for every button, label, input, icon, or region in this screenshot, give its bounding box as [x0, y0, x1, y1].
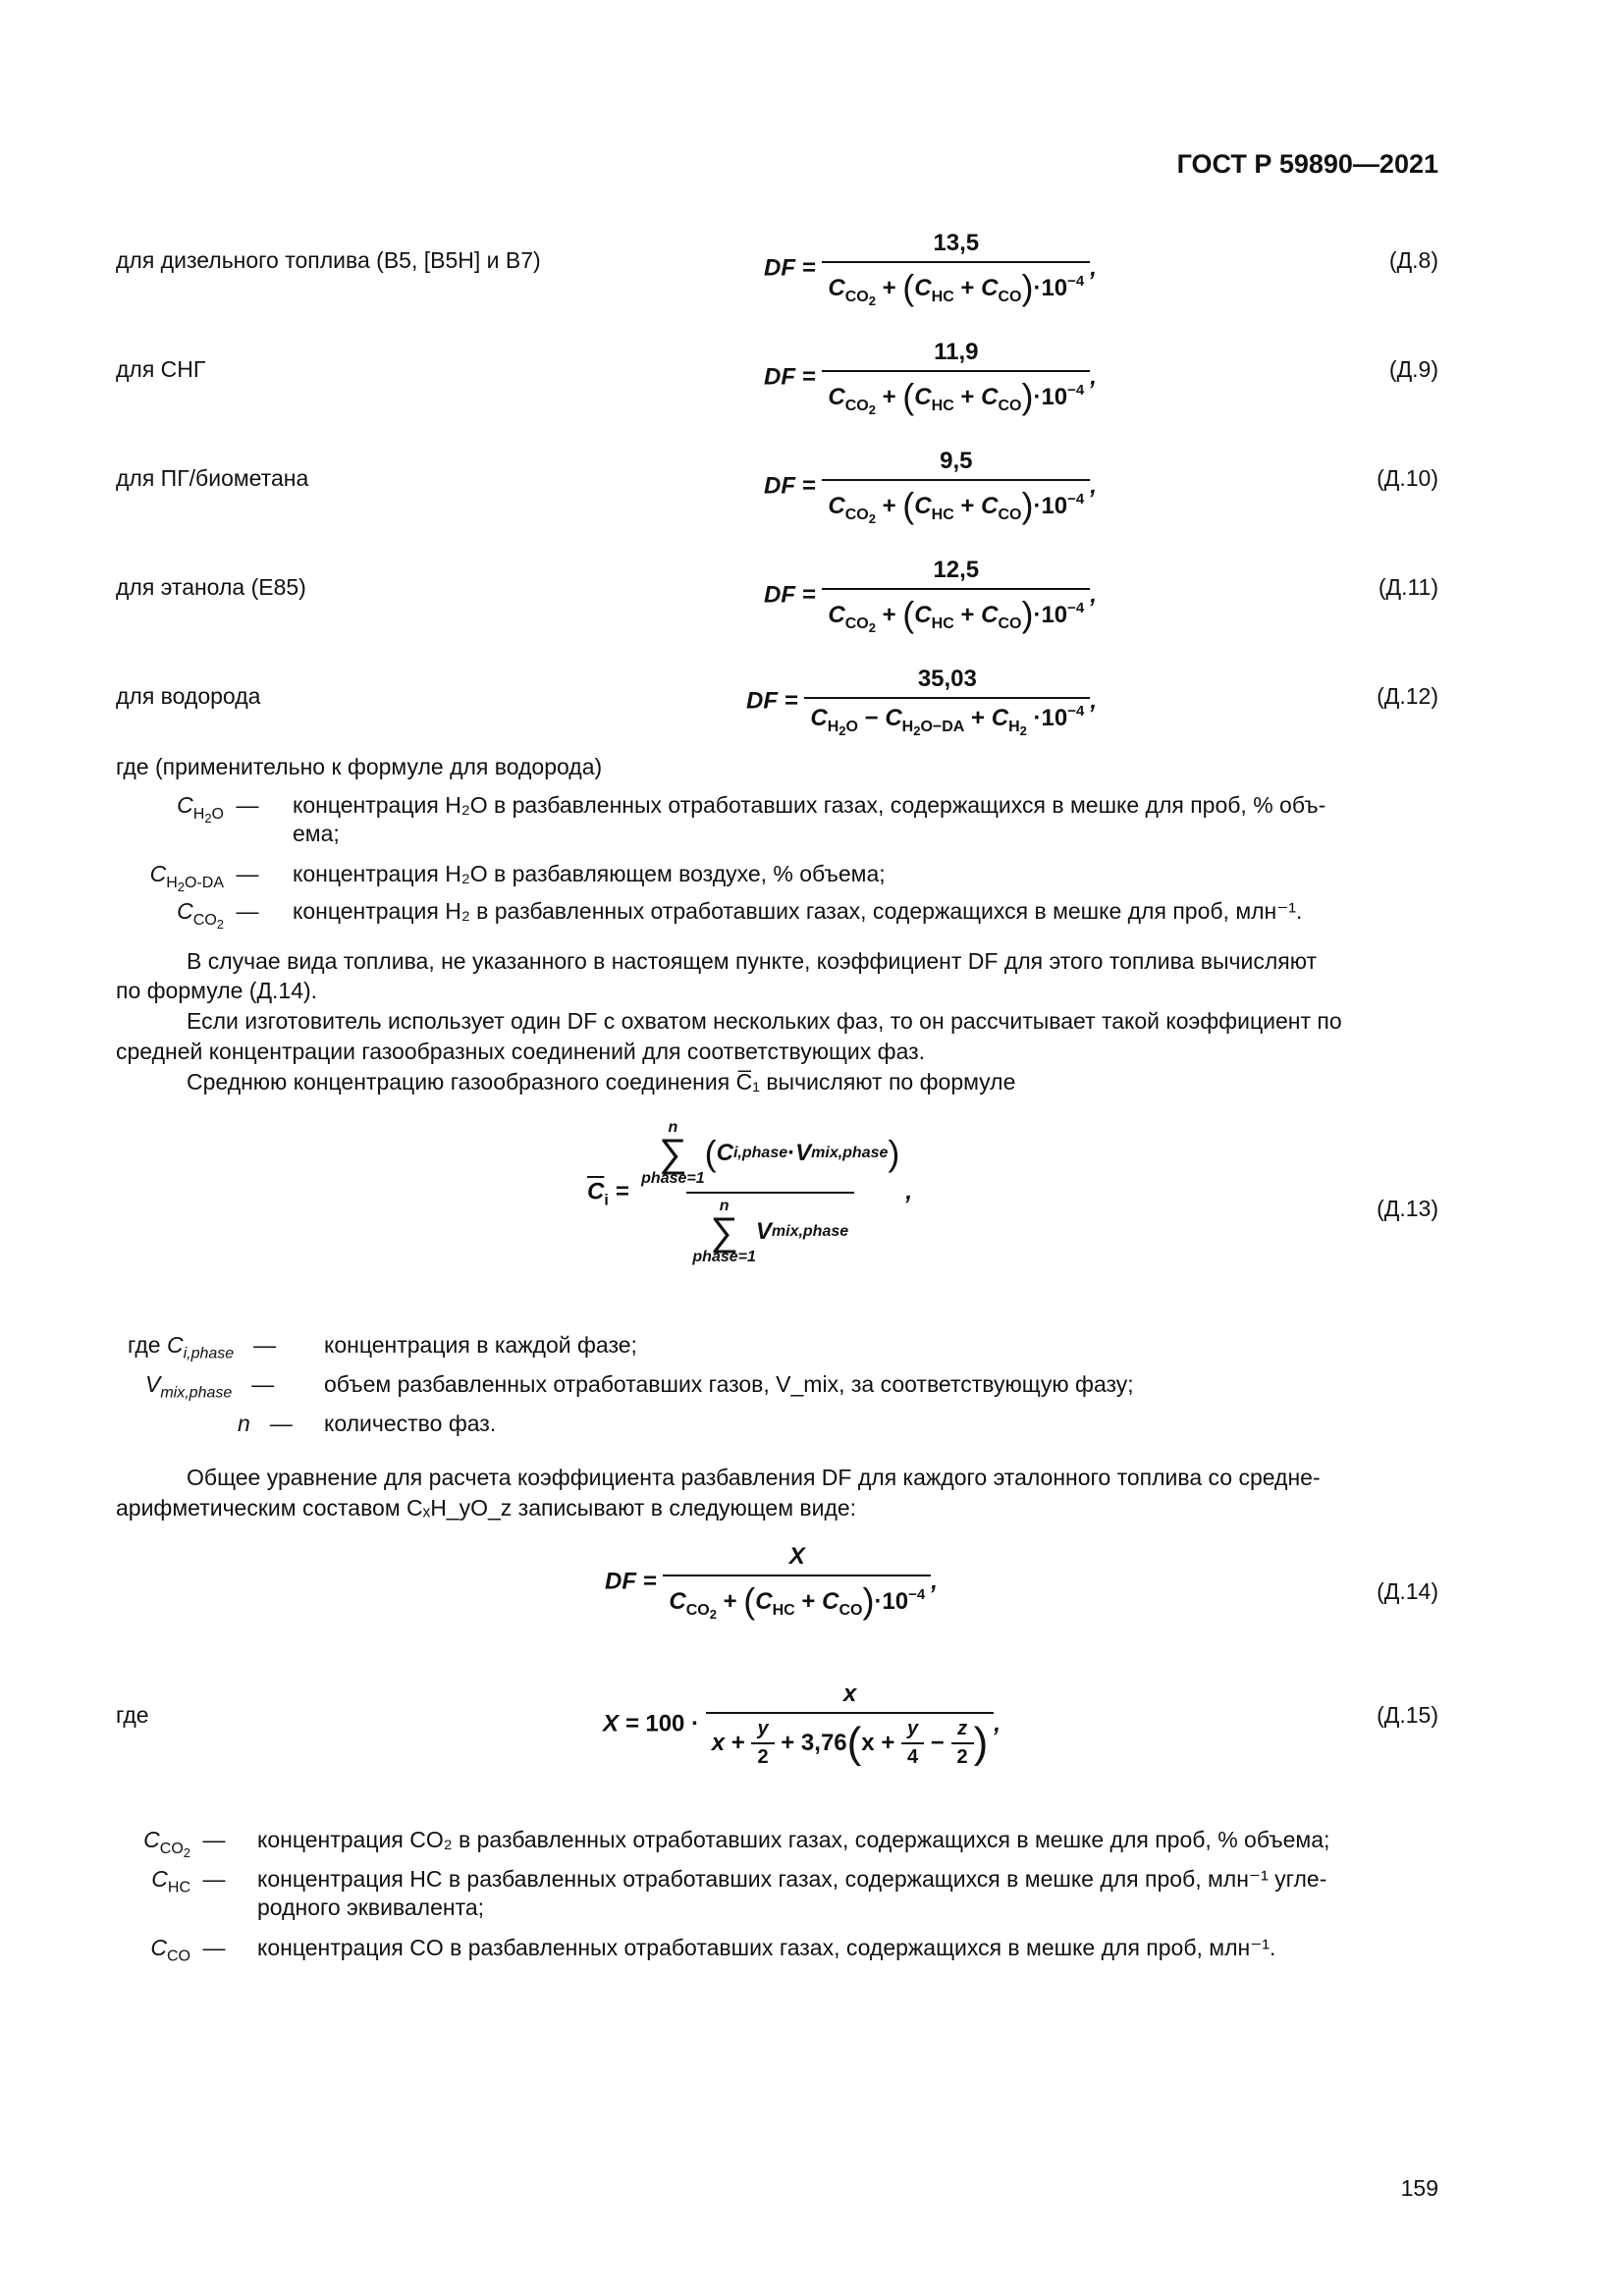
- symbol: $C_{CO}$: [150, 1935, 190, 1965]
- formula-d15: X = 100 · x x + $\frac{y}{2}$ + 3,76 ( x + $\frac{y}{4}$ − $\frac{z}{2}$ ) ,: [603, 1681, 1001, 1768]
- equation-label: для ПГ/биометана: [116, 465, 309, 491]
- where-intro: где (применительно к формуле для водорода): [116, 754, 603, 779]
- symbol: $C_{CO_2}$: [143, 1827, 190, 1860]
- formula-lhs: DF: [764, 363, 795, 391]
- equation-label: для этанола (E85): [116, 574, 306, 600]
- formula-d13: $\overline{C}_i$ = n ∑ phase=1 ( C i,phase · V mix,phase ) n ∑ phase=1 V mix,phase ,: [587, 1119, 913, 1265]
- numerator: 11,9: [934, 339, 979, 365]
- paragraph: арифметическим составом CₓH_yO_z записывают в следующем виде:: [116, 1495, 857, 1521]
- equation-number: (Д.10): [1377, 465, 1438, 491]
- formula-d10: DF = $\frac{9,5}{C_{CO_2} + (C_{HC} + C_{CO})\cdot 10^{-4}}$ ,: [764, 448, 1097, 526]
- numerator: 13,5: [933, 230, 980, 256]
- equation-number: (Д.14): [1377, 1578, 1438, 1604]
- formula-d14: DF = $\frac{X}{C_{CO_2} + (C_{HC} + C_{CO})\cdot 10^{-4}}$ ,: [605, 1543, 938, 1622]
- symbol: $C_{CO_2}$: [177, 898, 224, 932]
- definition-h2o-da: $C_{H_2O-DA}$ — концентрация H₂O в разбавляющем воздухе, % объема;: [116, 860, 1441, 901]
- equation-label: для дизельного топлива (B5, [B5H] и B7): [116, 247, 541, 273]
- equation-number: (Д.9): [1388, 356, 1438, 382]
- equation-label: где: [116, 1702, 149, 1728]
- equation-label: для СНГ: [116, 356, 206, 382]
- numerator: 9,5: [940, 448, 973, 474]
- paragraph: Среднюю концентрацию газообразного соединения C̅₁ вычисляют по формуле: [187, 1069, 1016, 1095]
- definition-continuation: ема;: [293, 821, 340, 846]
- equation-number: (Д.12): [1377, 683, 1438, 709]
- symbol: $C_{H_2O-DA}$: [149, 861, 224, 894]
- document-header: ГОСТ Р 59890—2021: [1176, 149, 1438, 179]
- paragraph: средней концентрации газообразных соединений для соответствующих фаз.: [116, 1039, 926, 1064]
- definition-h2: $C_{CO_2}—$ концентрация H₂ в разбавленных отработавших газах, содержащихся в мешке для проб, млн⁻¹.: [116, 897, 1441, 938]
- definition-cco: $C_{CO}$ — концентрация CO в разбавленных отработавших газах, содержащихся в мешке для проб, млн⁻¹.: [116, 1934, 1490, 1971]
- formula-lhs: DF: [764, 472, 795, 500]
- definition-n: n — количество фаз.: [238, 1411, 497, 1436]
- paragraph: Если изготовитель использует один DF с охватом нескольких фаз, то он рассчитывает такой коэффициент по: [187, 1008, 1342, 1034]
- formula-d11: DF = $\frac{12,5}{C_{CO_2} + (C_{HC} + C_{CO})\cdot 10^{-4}}$ ,: [764, 557, 1097, 635]
- numerator: 35,03: [917, 666, 977, 692]
- definition-h2o: $C_{H_2O}$ — концентрация H₂O в разбавленных отработавших газах, содержащихся в мешке для проб, % объ-: [116, 791, 1441, 832]
- paragraph: Общее уравнение для расчета коэффициента разбавления DF для каждого эталонного топлива со средне-: [187, 1465, 1321, 1490]
- definition-ci-phase: где $C_{i,phase}$ — концентрация в каждой фазе;: [128, 1332, 637, 1362]
- paragraph: В случае вида топлива, не указанного в настоящем пункте, коэффициент DF для этого топлива вычисляют: [187, 948, 1318, 974]
- symbol: $C_{HC}$: [151, 1866, 190, 1896]
- page-number: 159: [1400, 2175, 1438, 2201]
- symbol: $C_{H_2O}$: [177, 792, 224, 826]
- formula-d8: DF = $\frac{13,5}{C_{CO_2} + (C_{HC} + C_{CO})\cdot 10^{-4}}$ ,: [764, 230, 1097, 308]
- paragraph: по формуле (Д.14).: [116, 978, 318, 1003]
- definition-continuation: родного эквивалента;: [257, 1895, 485, 1920]
- definition-chc: $C_{HC}$ — концентрация HC в разбавленных отработавших газах, содержащихся в мешке для проб, млн⁻¹ угле-: [116, 1865, 1490, 1902]
- equation-number: (Д.15): [1377, 1702, 1438, 1728]
- equation-label: для водорода: [116, 683, 261, 709]
- numerator: 12,5: [933, 557, 980, 583]
- formula-lhs: DF: [746, 687, 778, 715]
- formula-lhs: DF: [764, 254, 795, 282]
- definition-vmix-phase: $V_{mix,phase}$ — объем разбавленных отработавших газов, V_mix, за соответствующую фазу;: [145, 1371, 1134, 1402]
- equation-number: (Д.8): [1388, 247, 1438, 273]
- definition-cco2: $C_{CO_2}—$ концентрация CO₂ в разбавленных отработавших газах, содержащихся в мешке для проб, % объема;: [116, 1826, 1490, 1867]
- equation-number: (Д.13): [1377, 1196, 1438, 1221]
- formula-lhs: DF: [764, 581, 795, 609]
- formula-d9: DF = $\frac{11,9}{C_{CO_2} + (C_{HC} + C_{CO})\cdot 10^{-4}}$ ,: [764, 339, 1097, 417]
- equation-number: (Д.11): [1378, 574, 1438, 600]
- formula-d12: DF = $\frac{35,03}{C_{H_2O} - C_{H_2O-DA} + C_{H_2} \cdot 10^{-4}}$ ,: [746, 666, 1097, 738]
